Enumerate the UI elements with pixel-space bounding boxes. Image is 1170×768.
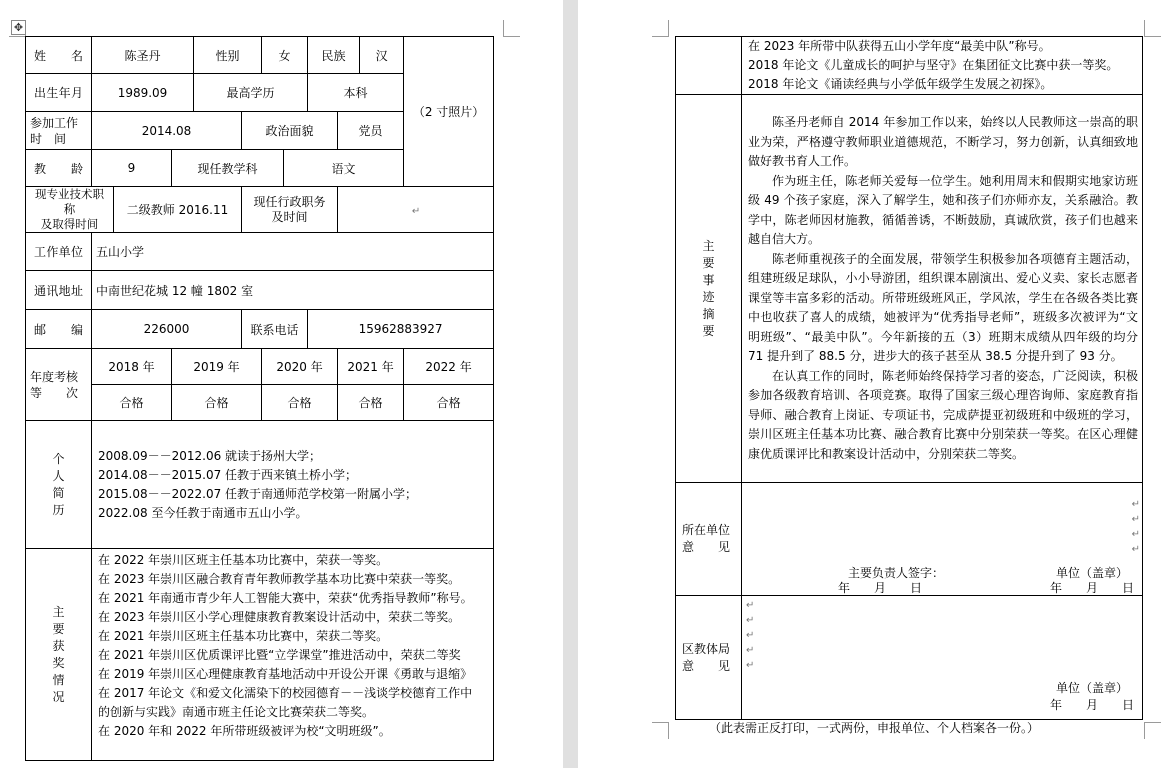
edu-value: 本科 — [308, 74, 404, 112]
postcode-value: 226000 — [92, 310, 242, 349]
admin-value — [338, 187, 494, 233]
grade-cell: 合格 — [92, 385, 172, 421]
award-line: 的创新与实践》南通市班主任论文比赛荣获二等奖。 — [98, 705, 375, 719]
award-line: 在 2021 年崇川区班主任基本功比赛中，荣获二等奖。 — [98, 629, 389, 643]
deeds-paragraph: 作为班主任，陈老师关爱每一位学生。她利用周末和假期实地家访班级 49 个孩子家庭，深入了解学生，她和孩子们亦师亦友，关系融洽。教学中，陈老师因材施教，循循善诱，不断鼓励，真诚欣赏，孩子们也越来越自信大方。 — [748, 173, 1138, 246]
political-value: 党员 — [338, 112, 404, 150]
awards-cont-content — [742, 37, 1143, 95]
birth-value: 1989.09 — [92, 74, 194, 112]
margin-corner — [503, 20, 520, 37]
resume-line: 2014.08－－2015.07 任教于西来镇土桥小学； — [98, 467, 358, 482]
gender-value: 女 — [262, 37, 308, 74]
award-line: 在 2021 年南通市青少年人工智能大赛中，荣获“优秀指导教师”称号。 — [98, 591, 473, 605]
postcode-label: 邮 编 — [26, 310, 92, 349]
unit-opinion-label: 所在单位 意 见 — [676, 483, 742, 596]
resume-line: 2015.08－－2022.07 任教于南通师范学校第一附属小学； — [98, 486, 418, 501]
name-value: 陈圣丹 — [92, 37, 194, 74]
ethnicity-label: 民族 — [308, 37, 360, 74]
grade-cell: 合格 — [404, 385, 494, 421]
year-cell: 2022 年 — [404, 349, 494, 385]
employer-value: 五山小学 — [92, 233, 494, 271]
unit-seal-label: 单位（盖章） — [1055, 566, 1128, 580]
award-line: 在 2021 年崇川区优质课评比暨“立学课堂”推进活动中，荣获二等奖 — [98, 648, 461, 662]
deeds-content — [742, 95, 1143, 483]
title-label: 现专业技术职称 及取得时间 — [26, 187, 114, 233]
gender-label: 性别 — [194, 37, 262, 74]
registration-table-left — [25, 36, 494, 761]
award-line: 2018 年论文《诵读经典与小学低年级学生发展之初探》。 — [748, 77, 1053, 91]
margin-corner — [1144, 20, 1161, 37]
teach-years-label: 教 龄 — [26, 150, 92, 187]
sign-date: 年 月 日 — [838, 581, 923, 595]
work-start-value: 2014.08 — [92, 112, 242, 150]
subject-value: 语文 — [284, 150, 404, 187]
grade-cell: 合格 — [338, 385, 404, 421]
work-start-label: 参加工作 时 间 — [26, 112, 92, 150]
award-line: 在 2023 年崇川区小学心理健康教育教案设计活动中，荣获二等奖。 — [98, 610, 461, 624]
admin-label: 现任行政职务 及时间 — [242, 187, 338, 233]
award-line: 2018 年论文《儿童成长的呵护与坚守》在集团征文比赛中获一等奖。 — [748, 58, 1119, 72]
year-cell: 2019 年 — [172, 349, 262, 385]
title-value: 二级教师 2016.11 — [114, 187, 242, 233]
resume-line: 2022.08 至今任教于南通市五山小学。 — [98, 505, 308, 520]
subject-label: 现任教学科 — [172, 150, 284, 187]
award-line: 在 2022 年崇川区班主任基本功比赛中，荣获一等奖。 — [98, 553, 389, 567]
phone-label: 联系电话 — [242, 310, 308, 349]
edu-label: 最高学历 — [194, 74, 308, 112]
unit-opinion-content: ↵ ↵ ↵ ↵ 主要负责人签字： 单位（盖章） 年 月 日 年 月 日 — [742, 483, 1143, 596]
awards-label: 主要获奖情况 — [26, 549, 92, 761]
awards-cont-label — [676, 37, 742, 95]
margin-corner — [652, 20, 669, 37]
awards-content — [92, 549, 494, 761]
table-move-handle-icon[interactable]: ✥ — [11, 20, 26, 35]
award-line: 在 2020 年和 2022 年所带班级被评为校“文明班级”。 — [98, 724, 391, 738]
page-gap — [563, 0, 578, 768]
resume-line: 2008.09－－2012.06 就读于扬州大学； — [98, 448, 322, 463]
year-cell: 2020 年 — [262, 349, 338, 385]
leader-sign-label: 主要负责人签字： — [848, 566, 945, 580]
deeds-paragraph: 陈圣丹老师自 2014 年参加工作以来，始终以人民教师这一崇高的职业为荣，严格遵守教师职业道德规范，不断学习，努力创新，认真细致地做好教书育人工作。 — [748, 115, 1138, 168]
resume-content — [92, 421, 494, 549]
deeds-paragraph: 在认真工作的同时，陈老师始终保持学习者的姿态，广泛阅读，积极参加各级教育培训、各项竞赛。取得了国家三级心理咨询师、家庭教育指导师、融合教育上岗证、专项证书，完成萨提亚初级班和中级班的学习，崇川区班主任基本功比赛、融合教育比赛中分别荣获一等奖。在区心理健康优质课评比和教案设计活动中，分别荣获二等奖。 — [748, 368, 1138, 461]
bureau-seal-label: 单位（盖章） — [1055, 681, 1128, 695]
registration-table-right — [675, 36, 1143, 720]
award-line: 在 2023 年所带中队获得五山小学年度“最美中队”称号。 — [748, 39, 1051, 53]
ethnicity-value: 汉 — [360, 37, 404, 74]
bureau-date: 年 月 日 — [1049, 698, 1134, 712]
birth-label: 出生年月 — [26, 74, 92, 112]
teach-years-value: 9 — [92, 150, 172, 187]
page-right — [578, 0, 1170, 768]
address-label: 通讯地址 — [26, 271, 92, 310]
award-line: 在 2017 年论文《和爱文化濡染下的校园德育－－浅谈学校德育工作中 — [98, 686, 473, 700]
phone-value: 15962883927 — [308, 310, 494, 349]
name-label: 姓 名 — [26, 37, 92, 74]
deeds-paragraph: 陈老师重视孩子的全面发展，带领学生积极参加各项德育主题活动，组建班级足球队，小小导游团，组织课本剧演出、爱心义卖、家长志愿者课堂等丰富多彩的活动。所带班级班风正，学风浓，学生在各级各类比赛中也收获了喜人的成绩，她被评为“优秀指导老师”，班级多次被评为“文明班级”、“最美中队”。今年新接的五（3）班期末成绩从四年级的均分 71 提升到了 88.5 分，进步大的孩子甚至从 38.5 分提升到了 93 分。 — [748, 251, 1138, 363]
political-label: 政治面貌 — [242, 112, 338, 150]
address-value: 中南世纪花城 12 幢 1802 室 — [92, 271, 494, 310]
award-line: 在 2019 年崇川区心理健康教育基地活动中开设公开课《勇敢与退缩》 — [98, 667, 473, 681]
year-cell: 2018 年 — [92, 349, 172, 385]
bureau-opinion-label: 区教体局 意 见 — [676, 596, 742, 720]
footer-note: （此表需正反打印，一式两份，申报单位、个人档案各一份。） — [708, 721, 1039, 735]
resume-label: 个人简历 — [26, 421, 92, 549]
award-line: 在 2023 年崇川区融合教育青年教师教学基本功比赛中荣获一等奖。 — [98, 572, 461, 586]
assess-label: 年度考核 等 次 — [26, 349, 92, 421]
grade-cell: 合格 — [172, 385, 262, 421]
deeds-label: 主要事迹摘要 — [676, 95, 742, 483]
seal-date: 年 月 日 — [1049, 581, 1134, 595]
photo-placeholder: （2 寸照片） — [404, 37, 494, 187]
year-cell: 2021 年 — [338, 349, 404, 385]
page-left — [0, 0, 563, 768]
grade-cell: 合格 — [262, 385, 338, 421]
employer-label: 工作单位 — [26, 233, 92, 271]
bureau-opinion-content: ↵ ↵ ↵ ↵ ↵ 单位（盖章） 年 月 日 — [742, 596, 1143, 720]
